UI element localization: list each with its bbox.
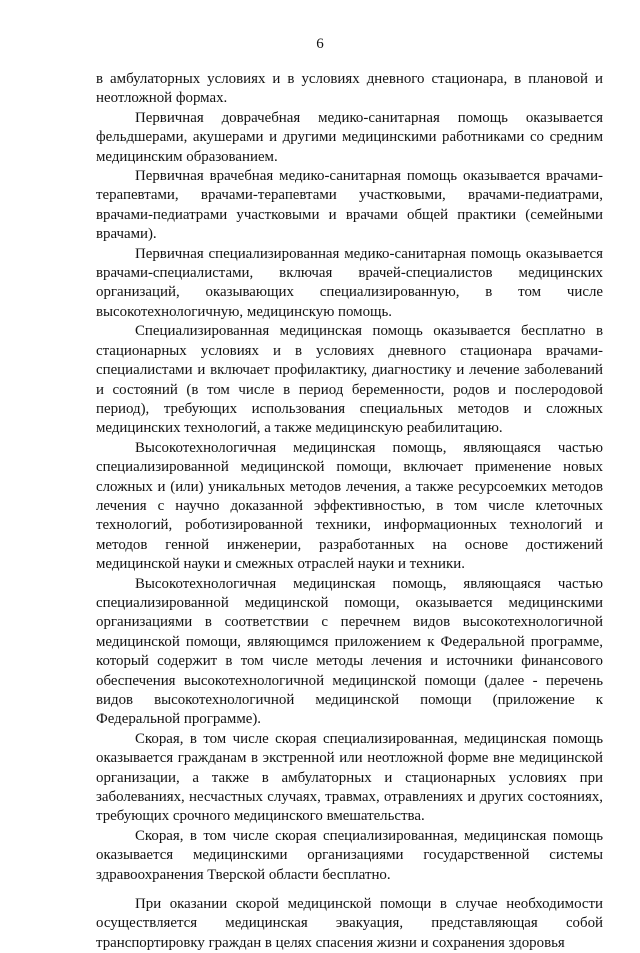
paragraph-specialized-care: Специализированная медицинская помощь оказывается бесплатно в стационарных условиях и в условиях дневного стационара врачами-специалистами и включает профилактику, диагностику и лечение заболеваний и состояний (в том числе в период беременности, родов и послеродовой период), требующих использования специальных методов и сложных медицинских технологий, а также медицинскую реабилитацию. xyxy=(96,323,603,437)
page-number: 6 xyxy=(316,36,324,52)
paragraph-high-tech-care-provision: Высокотехнологичная медицинская помощь, являющаяся частью специализированной медицинской помощи, оказывается медицинскими организациями в соответствии с перечнем видов высокотехнологичной медицинской помощи, являющимся приложением к Федеральной программе, который содержит в том числе методы лечения и источники финансового обеспечения высокотехнологичной медицинской помощи (далее - перечень видов высокотехнологичной медицинской помощи (приложение к Федеральной программе). xyxy=(96,575,603,728)
paragraph-primary-prephysician-care: Первичная доврачебная медико-санитарная помощь оказывается фельдшерами, акушерами и другими медицинскими работниками со средним медицинским образованием. xyxy=(96,109,603,165)
paragraph-primary-specialized-care: Первичная специализированная медико-санитарная помощь оказывается врачами-специалистами, включая врачей-специалистов медицинских организаций, оказывающих специализированную, в том числе высокотехнологичную, медицинскую помощь. xyxy=(96,245,603,320)
paragraph-primary-physician-care: Первичная врачебная медико-санитарная помощь оказывается врачами-терапевтами, врачами-терапевтами участковыми, врачами-педиатрами, врачами-педиатрами участковыми и врачами общей практики (семейными врачами). xyxy=(96,168,603,243)
paragraph-high-tech-care-definition: Высокотехнологичная медицинская помощь, являющаяся частью специализированной медицинской помощи, включает применение новых сложных и (или) уникальных методов лечения, а также ресурсоемких методов лечения с научно доказанной эффективностью, в том числе клеточных технологий, роботизированной техники, информационных технологий и методов генной инженерии, разработанных на основе достижений медицинской науки и смежных отраслей науки и техники. xyxy=(96,439,603,573)
paragraph-continuation: в амбулаторных условиях и в условиях дневного стационара, в плановой и неотложной формах. xyxy=(96,71,603,107)
paragraph-medical-evacuation: При оказании скорой медицинской помощи в случае необходимости осуществляется медицинская эвакуация, представляющая собой транспортировку граждан в целях спасения жизни и сохранения здоровья xyxy=(96,896,603,951)
document-body xyxy=(96,70,603,953)
paragraph-emergency-care-free: Скорая, в том числе скорая специализированная, медицинская помощь оказывается медицинскими организациями государственной системы здравоохранения Тверской области бесплатно. xyxy=(96,827,603,883)
paragraph-emergency-care: Скорая, в том числе скорая специализированная, медицинская помощь оказывается гражданам в экстренной или неотложной форме вне медицинской организации, а также в амбулаторных и стационарных условиях при заболеваниях, несчастных случаях, травмах, отравлениях и других состояниях, требующих срочного медицинского вмешательства. xyxy=(96,730,603,825)
